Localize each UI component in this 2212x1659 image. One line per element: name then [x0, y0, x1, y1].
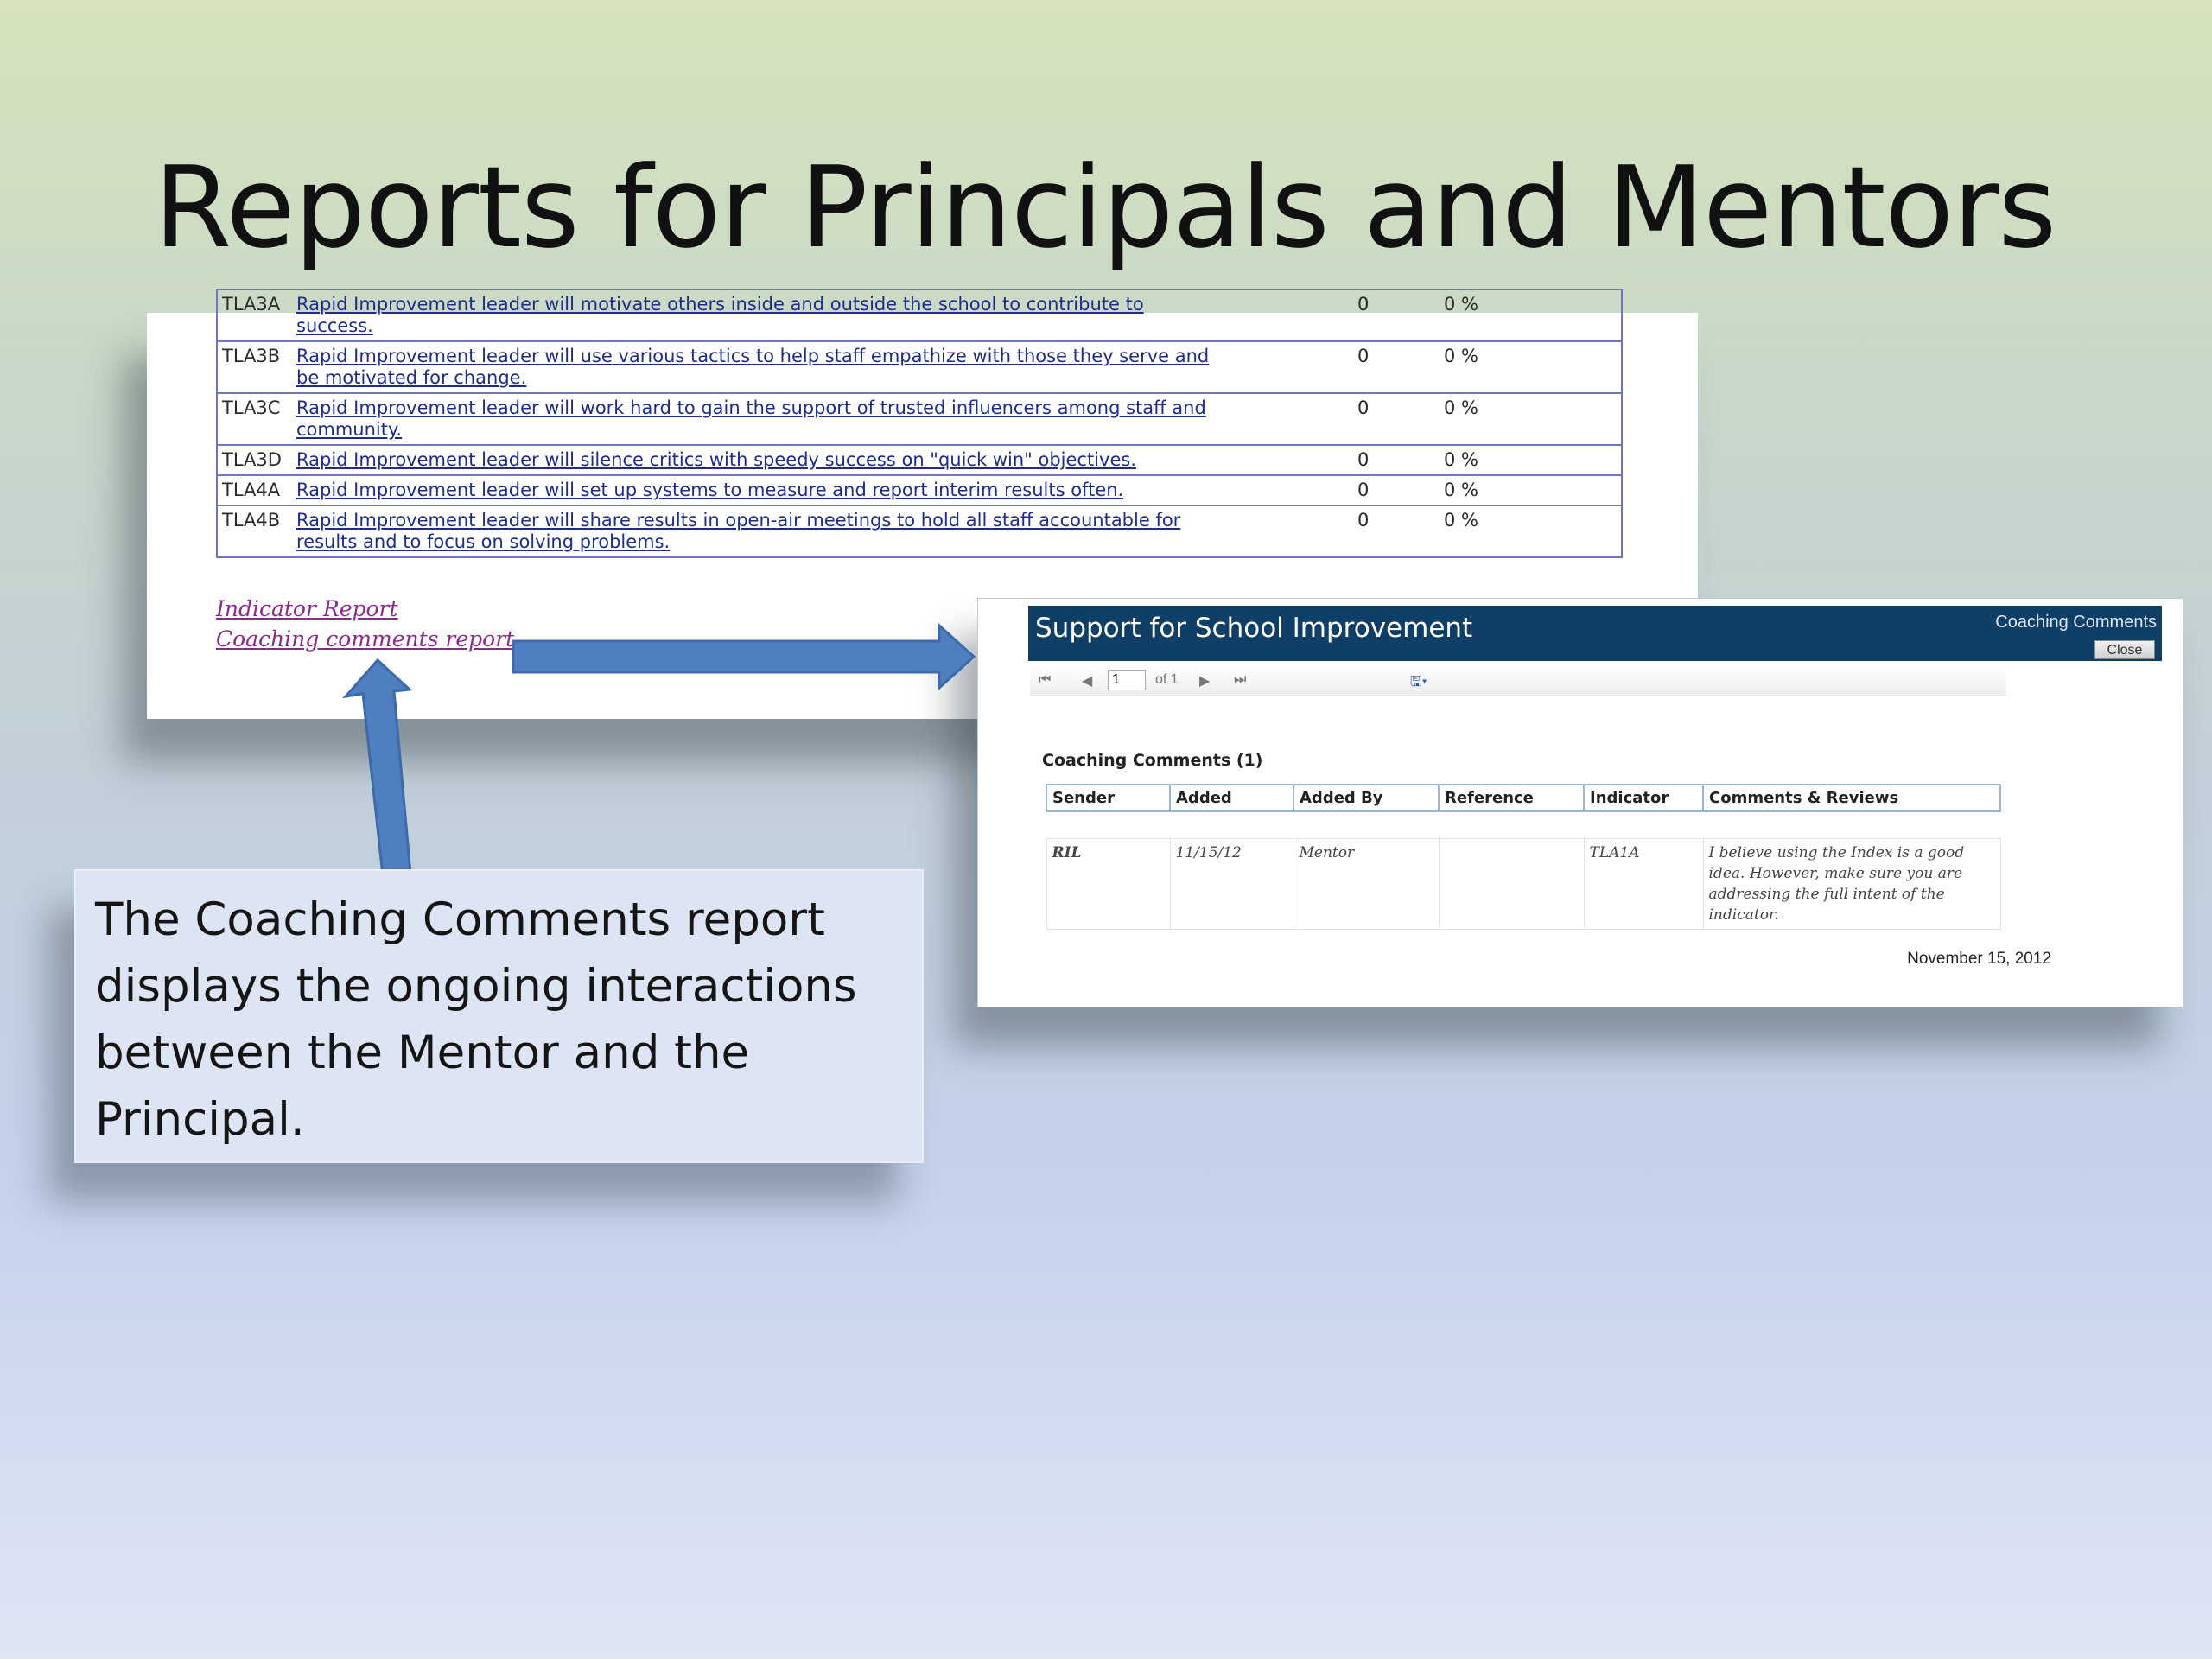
- indicator-link[interactable]: Rapid Improvement leader will set up systems to measure and report interim results often.: [296, 480, 1124, 500]
- indicator-count: 0: [1340, 505, 1440, 557]
- last-page-icon[interactable]: ⏭: [1234, 672, 1247, 687]
- column-header: Indicator: [1584, 785, 1703, 811]
- page-count: of 1: [1155, 672, 1179, 687]
- indicator-description: [292, 505, 1340, 557]
- table-row: [217, 445, 1622, 475]
- indicator-description: [292, 341, 1340, 393]
- indicator-count: 0: [1340, 445, 1440, 475]
- table-row: [217, 289, 1622, 341]
- indicator-link[interactable]: Rapid Improvement leader will work hard to gain the support of trusted influencers among staff and community.: [296, 397, 1206, 440]
- sender-cell: RIL: [1046, 839, 1170, 930]
- indicator-code: TLA4B: [217, 505, 292, 557]
- coaching-comments-heading: Coaching Comments (1): [1042, 751, 1263, 770]
- indicator-code: TLA4A: [217, 475, 292, 505]
- indicator-code: TLA3C: [217, 393, 292, 445]
- table-row: [217, 505, 1622, 557]
- report-subtitle: Coaching Comments: [1995, 613, 2157, 632]
- indicator-percent: 0 %: [1440, 393, 1622, 445]
- indicator-link[interactable]: Rapid Improvement leader will silence critics with speedy success on "quick win" objectives.: [296, 449, 1136, 470]
- indicator-link[interactable]: Rapid Improvement leader will share results in open-air meetings to hold all staff accountable for results and to focus on solving problems.: [296, 510, 1181, 552]
- right-arrow: [512, 622, 978, 691]
- reference-cell: [1439, 839, 1584, 930]
- indicator-code: TLA3D: [217, 445, 292, 475]
- comments-cell: I believe using the Index is a good idea. However, make sure you are addressing the full intent of the indicator.: [1703, 839, 2000, 930]
- indicator-report-link[interactable]: Indicator Report: [216, 596, 398, 621]
- column-header: Added By: [1294, 785, 1439, 811]
- indicator-percent: 0 %: [1440, 475, 1622, 505]
- coaching-comments-table: [1046, 784, 2001, 930]
- indicator-count: 0: [1340, 393, 1440, 445]
- previous-page-icon[interactable]: ◀: [1082, 674, 1093, 689]
- table-row: [217, 393, 1622, 445]
- slide-title: Reports for Principals and Mentors: [154, 142, 2056, 273]
- indicator-code: TLA3B: [217, 341, 292, 393]
- indicator-link[interactable]: Rapid Improvement leader will motivate others inside and outside the school to contribute to success.: [296, 294, 1144, 336]
- report-title: Support for School Improvement: [1035, 613, 1473, 644]
- close-button[interactable]: Close: [2094, 640, 2155, 659]
- coaching-comments-screenshot: [977, 598, 2183, 1007]
- column-header: Sender: [1046, 785, 1170, 811]
- indicator-count: 0: [1340, 289, 1440, 341]
- table-row: [1046, 839, 2000, 930]
- next-page-icon[interactable]: ▶: [1199, 674, 1211, 689]
- page-number-input[interactable]: [1108, 670, 1146, 690]
- indicator-description: [292, 445, 1340, 475]
- up-arrow: [339, 657, 416, 886]
- column-header: Reference: [1439, 785, 1584, 811]
- coaching-comments-report-link[interactable]: Coaching comments report: [216, 626, 515, 652]
- added-cell: 11/15/12: [1170, 839, 1294, 930]
- indicator-percent: 0 %: [1440, 341, 1622, 393]
- added-by-cell: Mentor: [1294, 839, 1439, 930]
- report-toolbar: [1030, 666, 2006, 696]
- table-row: [217, 475, 1622, 505]
- indicator-code: TLA3A: [217, 289, 292, 341]
- indicator-percent: 0 %: [1440, 445, 1622, 475]
- indicator-percent: 0 %: [1440, 505, 1622, 557]
- indicator-count: 0: [1340, 341, 1440, 393]
- report-date: November 15, 2012: [1907, 950, 2051, 968]
- indicator-description: [292, 393, 1340, 445]
- first-page-icon[interactable]: ⏮: [1039, 672, 1052, 687]
- column-header: Added: [1170, 785, 1294, 811]
- indicator-link[interactable]: Rapid Improvement leader will use various tactics to help staff empathize with those they serve and be motivated for change.: [296, 346, 1210, 388]
- callout-text-box: The Coaching Comments report displays the ongoing interactions between the Mentor and the Principal.: [74, 869, 924, 1163]
- table-row: [217, 341, 1622, 393]
- indicator-percent: 0 %: [1440, 289, 1622, 341]
- indicator-description: [292, 475, 1340, 505]
- report-header: [1028, 606, 2162, 661]
- export-save-icon[interactable]: 🖫▾: [1410, 675, 1427, 690]
- indicator-cell: TLA1A: [1584, 839, 1703, 930]
- indicator-count: 0: [1340, 475, 1440, 505]
- indicator-table: [216, 289, 1623, 558]
- indicator-description: [292, 289, 1340, 341]
- column-header: Comments & Reviews: [1703, 785, 2000, 811]
